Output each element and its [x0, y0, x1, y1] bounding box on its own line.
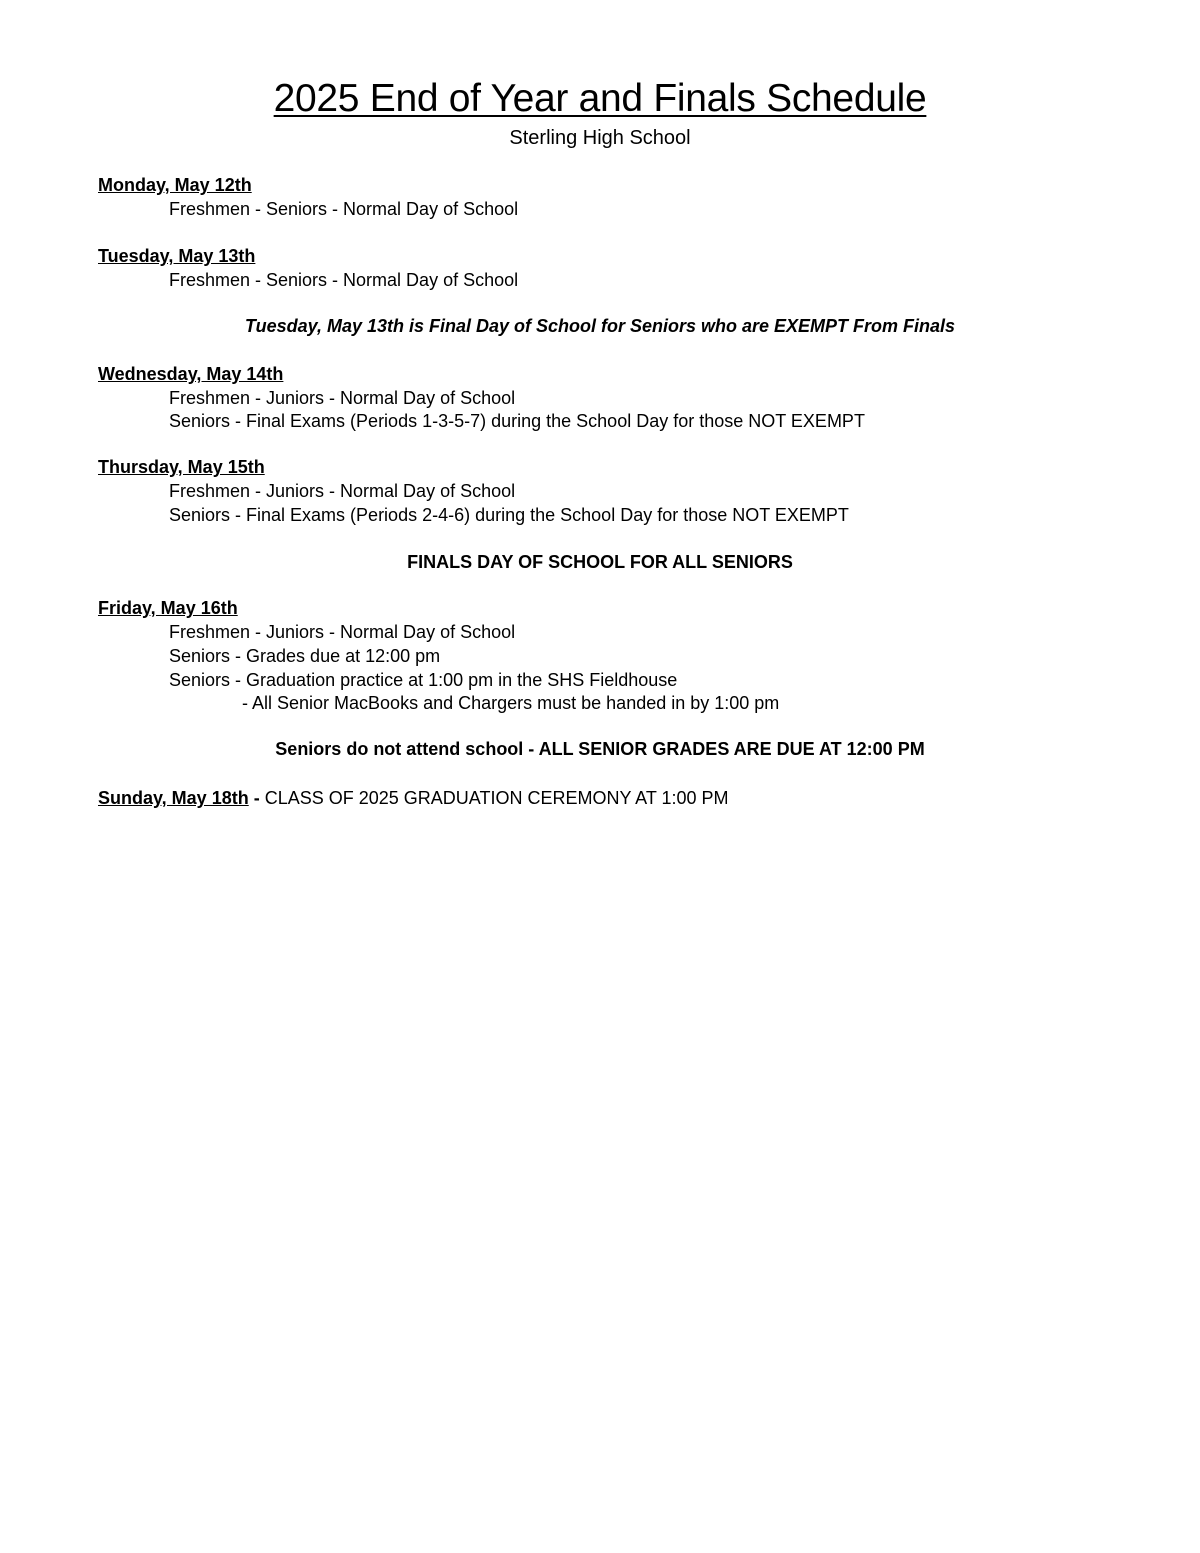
sunday-row: [98, 787, 729, 809]
separator-dash: -: [248, 788, 265, 808]
day-heading-thursday: Thursday, May 15th: [98, 457, 265, 477]
schedule-line: Freshmen - Juniors - Normal Day of School: [169, 388, 516, 408]
exempt-notice: Tuesday, May 13th is Final Day of School for Seniors who are EXEMPT From Finals: [244, 316, 956, 336]
day-heading-friday: Friday, May 16th: [98, 598, 238, 618]
day-heading-wednesday: Wednesday, May 14th: [98, 364, 284, 384]
schedule-subline: - All Senior MacBooks and Chargers must be handed in by 1:00 pm: [242, 693, 780, 713]
day-heading-tuesday: Tuesday, May 13th: [98, 246, 256, 266]
schedule-line: Freshmen - Juniors - Normal Day of School: [169, 481, 516, 501]
schedule-line: Freshmen - Seniors - Normal Day of School: [169, 199, 519, 219]
schedule-line: Seniors - Graduation practice at 1:00 pm in the SHS Fieldhouse: [169, 670, 678, 690]
school-name: Sterling High School: [509, 127, 691, 149]
schedule-line: Freshmen - Juniors - Normal Day of School: [169, 622, 516, 642]
grades-due-notice: Seniors do not attend school - ALL SENIOR GRADES ARE DUE AT 12:00 PM: [275, 739, 925, 759]
schedule-line: Seniors - Final Exams (Periods 1-3-5-7) during the School Day for those NOT EXEMPT: [169, 411, 865, 431]
graduation-ceremony-text: CLASS OF 2025 GRADUATION CEREMONY AT 1:00 PM: [264, 788, 729, 808]
schedule-line: Seniors - Grades due at 12:00 pm: [169, 646, 441, 666]
day-heading-sunday: Sunday, May 18th: [98, 788, 249, 808]
page-title: 2025 End of Year and Finals Schedule: [273, 77, 927, 120]
finals-day-notice: FINALS DAY OF SCHOOL FOR ALL SENIORS: [407, 552, 793, 572]
day-heading-monday: Monday, May 12th: [98, 175, 252, 195]
schedule-line: Seniors - Final Exams (Periods 2-4-6) during the School Day for those NOT EXEMPT: [169, 505, 849, 525]
schedule-line: Freshmen - Seniors - Normal Day of School: [169, 270, 519, 290]
